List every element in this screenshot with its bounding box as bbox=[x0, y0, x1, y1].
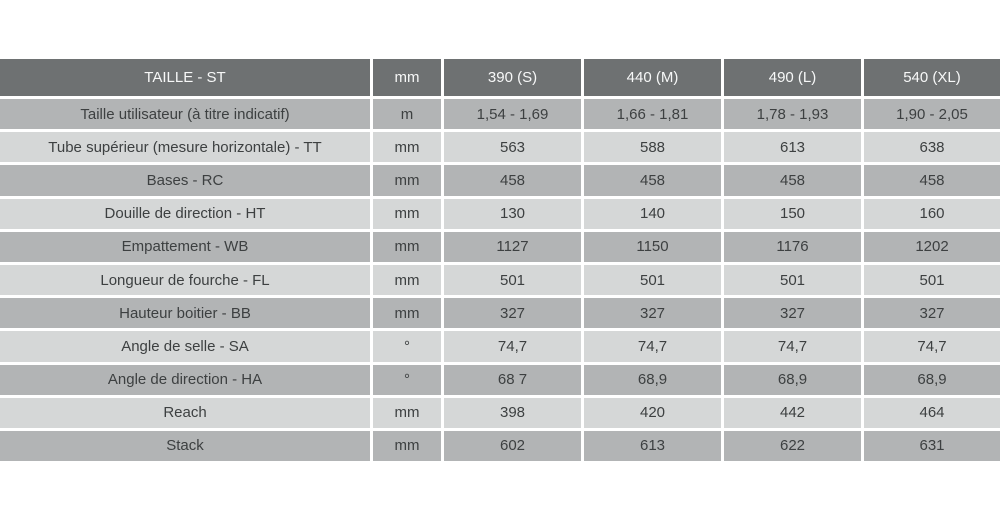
table-cell: 1,66 - 1,81 bbox=[584, 99, 721, 129]
table-cell: 613 bbox=[724, 132, 861, 162]
table-cell: 588 bbox=[584, 132, 721, 162]
row-unit-cell: mm bbox=[373, 232, 441, 262]
row-unit-cell: ° bbox=[373, 331, 441, 361]
table-cell: 1,78 - 1,93 bbox=[724, 99, 861, 129]
table-cell: 160 bbox=[864, 199, 1000, 229]
table-cell: 501 bbox=[724, 265, 861, 295]
table-cell: 327 bbox=[584, 298, 721, 328]
row-unit-cell: ° bbox=[373, 365, 441, 395]
row-label-cell: Longueur de fourche - FL bbox=[0, 265, 370, 295]
table-cell: 638 bbox=[864, 132, 1000, 162]
table-cell: 613 bbox=[584, 431, 721, 461]
row-label-cell: Empattement - WB bbox=[0, 232, 370, 262]
row-unit-cell: m bbox=[373, 99, 441, 129]
table-cell: 458 bbox=[724, 165, 861, 195]
table-cell: 327 bbox=[724, 298, 861, 328]
table-cell: 1127 bbox=[444, 232, 581, 262]
row-unit-cell: mm bbox=[373, 199, 441, 229]
table-cell: 501 bbox=[584, 265, 721, 295]
table-cell: 563 bbox=[444, 132, 581, 162]
table-cell: 1,54 - 1,69 bbox=[444, 99, 581, 129]
table-cell: 622 bbox=[724, 431, 861, 461]
table-cell: 458 bbox=[864, 165, 1000, 195]
row-label-cell: Angle de direction - HA bbox=[0, 365, 370, 395]
table-cell: 1150 bbox=[584, 232, 721, 262]
table-cell: 68,9 bbox=[864, 365, 1000, 395]
row-label-cell: Reach bbox=[0, 398, 370, 428]
table-cell: 398 bbox=[444, 398, 581, 428]
row-label-cell: Hauteur boitier - BB bbox=[0, 298, 370, 328]
table-cell: 1202 bbox=[864, 232, 1000, 262]
table-cell: 327 bbox=[444, 298, 581, 328]
table-cell: 130 bbox=[444, 199, 581, 229]
table-cell: 68,9 bbox=[584, 365, 721, 395]
table-cell: 1176 bbox=[724, 232, 861, 262]
row-label-cell: Tube supérieur (mesure horizontale) - TT bbox=[0, 132, 370, 162]
row-unit-cell: mm bbox=[373, 265, 441, 295]
table-cell: 140 bbox=[584, 199, 721, 229]
geometry-table bbox=[0, 59, 1000, 461]
header-cell: mm bbox=[373, 59, 441, 96]
row-unit-cell: mm bbox=[373, 132, 441, 162]
table-cell: 74,7 bbox=[444, 331, 581, 361]
table-cell: 602 bbox=[444, 431, 581, 461]
table-cell: 68 7 bbox=[444, 365, 581, 395]
table-cell: 1,90 - 2,05 bbox=[864, 99, 1000, 129]
table-cell: 150 bbox=[724, 199, 861, 229]
table-cell: 74,7 bbox=[864, 331, 1000, 361]
row-unit-cell: mm bbox=[373, 298, 441, 328]
header-cell: 540 (XL) bbox=[864, 59, 1000, 96]
row-unit-cell: mm bbox=[373, 165, 441, 195]
table-cell: 327 bbox=[864, 298, 1000, 328]
table-cell: 501 bbox=[864, 265, 1000, 295]
table-cell: 442 bbox=[724, 398, 861, 428]
row-unit-cell: mm bbox=[373, 398, 441, 428]
row-label-cell: Stack bbox=[0, 431, 370, 461]
row-unit-cell: mm bbox=[373, 431, 441, 461]
row-label-cell: Angle de selle - SA bbox=[0, 331, 370, 361]
header-cell: 440 (M) bbox=[584, 59, 721, 96]
table-cell: 68,9 bbox=[724, 365, 861, 395]
table-cell: 458 bbox=[444, 165, 581, 195]
table-cell: 464 bbox=[864, 398, 1000, 428]
row-label-cell: Taille utilisateur (à titre indicatif) bbox=[0, 99, 370, 129]
table-title-header-cell: TAILLE - ST bbox=[0, 59, 370, 96]
table-cell: 631 bbox=[864, 431, 1000, 461]
table-cell: 420 bbox=[584, 398, 721, 428]
header-cell: 390 (S) bbox=[444, 59, 581, 96]
header-cell: 490 (L) bbox=[724, 59, 861, 96]
table-cell: 74,7 bbox=[584, 331, 721, 361]
row-label-cell: Bases - RC bbox=[0, 165, 370, 195]
table-cell: 74,7 bbox=[724, 331, 861, 361]
table-cell: 458 bbox=[584, 165, 721, 195]
table-cell: 501 bbox=[444, 265, 581, 295]
row-label-cell: Douille de direction - HT bbox=[0, 199, 370, 229]
